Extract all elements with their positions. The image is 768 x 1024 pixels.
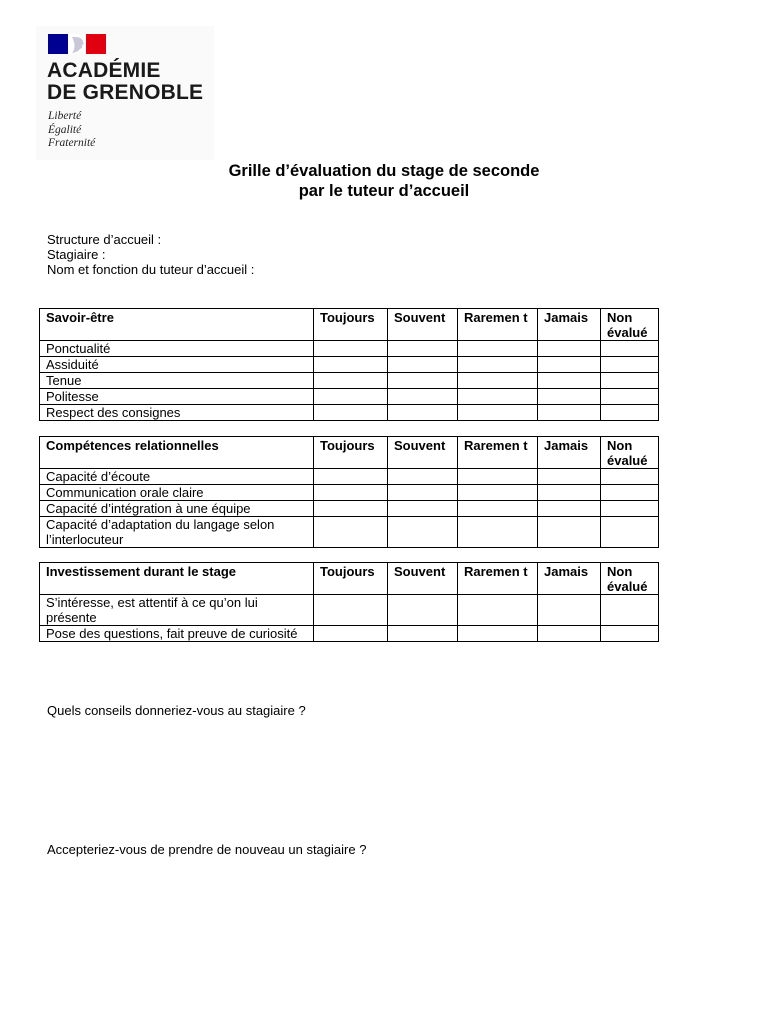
rating-cell[interactable] (601, 485, 659, 501)
table-row (40, 626, 659, 642)
column-header: Raremen t (458, 309, 538, 341)
table-heading: Compétences relationnelles (40, 437, 314, 469)
criterion-label: Communication orale claire (40, 485, 314, 501)
page-title-line-1: Grille d’évaluation du stage de seconde (228, 162, 540, 180)
rating-cell[interactable] (601, 469, 659, 485)
rating-cell[interactable] (538, 373, 601, 389)
column-header: Souvent (388, 563, 458, 595)
rating-cell[interactable] (388, 469, 458, 485)
institution-name (47, 60, 203, 104)
rating-cell[interactable] (458, 341, 538, 357)
field-tuteur: Nom et fonction du tuteur d’accueil : (47, 262, 255, 277)
column-header: Non évalué (601, 437, 659, 469)
rating-cell[interactable] (314, 405, 388, 421)
table-row (40, 405, 659, 421)
institution-line-2: DE GRENOBLE (47, 81, 204, 104)
marianne-flag-icon (48, 34, 106, 54)
column-header: Toujours (314, 437, 388, 469)
table-row (40, 373, 659, 389)
rating-cell[interactable] (601, 517, 659, 548)
rating-cell[interactable] (314, 469, 388, 485)
table-row (40, 501, 659, 517)
rating-cell[interactable] (458, 501, 538, 517)
rating-cell[interactable] (601, 357, 659, 373)
criterion-label: Pose des questions, fait preuve de curiosité (40, 626, 314, 642)
flag-blue-band (48, 34, 68, 54)
rating-cell[interactable] (388, 357, 458, 373)
rating-cell[interactable] (388, 485, 458, 501)
rating-cell[interactable] (538, 357, 601, 373)
table-row (40, 595, 659, 626)
rating-cell[interactable] (314, 501, 388, 517)
criterion-label: S’intéresse, est attentif à ce qu’on lui présente (40, 595, 314, 626)
rating-cell[interactable] (458, 373, 538, 389)
table-header-row (40, 437, 659, 469)
criterion-label: Assiduité (40, 357, 314, 373)
rating-cell[interactable] (458, 405, 538, 421)
rating-cell[interactable] (538, 517, 601, 548)
rating-cell[interactable] (601, 341, 659, 357)
criterion-label: Capacité d’intégration à une équipe (40, 501, 314, 517)
table-header-row (40, 309, 659, 341)
criterion-label: Capacité d’écoute (40, 469, 314, 485)
table-row (40, 517, 659, 548)
criterion-label: Ponctualité (40, 341, 314, 357)
rating-cell[interactable] (388, 595, 458, 626)
table-competences-relationnelles (39, 436, 659, 548)
rating-cell[interactable] (538, 485, 601, 501)
field-stagiaire: Stagiaire : (47, 247, 106, 262)
institution-line-1: ACADÉMIE (47, 59, 161, 82)
academie-logo (36, 26, 214, 160)
rating-cell[interactable] (601, 373, 659, 389)
column-header: Jamais (538, 437, 601, 469)
rating-cell[interactable] (601, 595, 659, 626)
table-row (40, 357, 659, 373)
column-header: Non évalué (601, 563, 659, 595)
rating-cell[interactable] (601, 501, 659, 517)
rating-cell[interactable] (314, 341, 388, 357)
rating-cell[interactable] (314, 595, 388, 626)
rating-cell[interactable] (538, 405, 601, 421)
column-header: Jamais (538, 563, 601, 595)
field-structure: Structure d’accueil : (47, 232, 162, 247)
rating-cell[interactable] (314, 357, 388, 373)
rating-cell[interactable] (388, 341, 458, 357)
rating-cell[interactable] (458, 595, 538, 626)
rating-cell[interactable] (458, 389, 538, 405)
column-header: Jamais (538, 309, 601, 341)
rating-cell[interactable] (538, 341, 601, 357)
rating-cell[interactable] (601, 626, 659, 642)
column-header: Toujours (314, 309, 388, 341)
table-row (40, 469, 659, 485)
column-header: Raremen t (458, 563, 538, 595)
rating-cell[interactable] (458, 469, 538, 485)
criterion-label: Capacité d’adaptation du langage selon l’interlocuteur (40, 517, 314, 548)
rating-cell[interactable] (458, 626, 538, 642)
republic-motto (48, 110, 95, 151)
column-header: Souvent (388, 437, 458, 469)
criterion-label: Respect des consignes (40, 405, 314, 421)
rating-cell[interactable] (458, 517, 538, 548)
rating-cell[interactable] (458, 485, 538, 501)
rating-cell[interactable] (388, 373, 458, 389)
table-row (40, 341, 659, 357)
rating-cell[interactable] (314, 485, 388, 501)
column-header: Souvent (388, 309, 458, 341)
table-header-row (40, 563, 659, 595)
flag-red-band (86, 34, 106, 54)
criterion-label: Politesse (40, 389, 314, 405)
table-savoir-etre (39, 308, 659, 421)
rating-cell[interactable] (538, 501, 601, 517)
rating-cell[interactable] (601, 389, 659, 405)
question-nouveau-stagiaire: Accepteriez-vous de prendre de nouveau un stagiaire ? (47, 842, 367, 857)
rating-cell[interactable] (388, 389, 458, 405)
column-header: Non évalué (601, 309, 659, 341)
rating-cell[interactable] (538, 626, 601, 642)
rating-cell[interactable] (388, 517, 458, 548)
column-header: Raremen t (458, 437, 538, 469)
rating-cell[interactable] (458, 357, 538, 373)
rating-cell[interactable] (314, 517, 388, 548)
motto-egalite: Égalité (48, 123, 82, 136)
rating-cell[interactable] (388, 405, 458, 421)
table-heading: Savoir-être (40, 309, 314, 341)
table-row (40, 389, 659, 405)
table-row (40, 485, 659, 501)
rating-cell[interactable] (314, 389, 388, 405)
rating-cell[interactable] (314, 626, 388, 642)
rating-cell[interactable] (314, 373, 388, 389)
rating-cell[interactable] (538, 389, 601, 405)
column-header: Toujours (314, 563, 388, 595)
question-conseils: Quels conseils donneriez-vous au stagiaire ? (47, 703, 306, 718)
table-investissement (39, 562, 659, 642)
rating-cell[interactable] (388, 501, 458, 517)
motto-liberte: Liberté (48, 110, 82, 122)
criterion-label: Tenue (40, 373, 314, 389)
page-title-line-2: par le tuteur d’accueil (298, 182, 470, 200)
motto-fraternite: Fraternité (48, 137, 96, 149)
rating-cell[interactable] (538, 595, 601, 626)
rating-cell[interactable] (538, 469, 601, 485)
rating-cell[interactable] (601, 405, 659, 421)
rating-cell[interactable] (388, 626, 458, 642)
table-heading: Investissement durant le stage (40, 563, 314, 595)
